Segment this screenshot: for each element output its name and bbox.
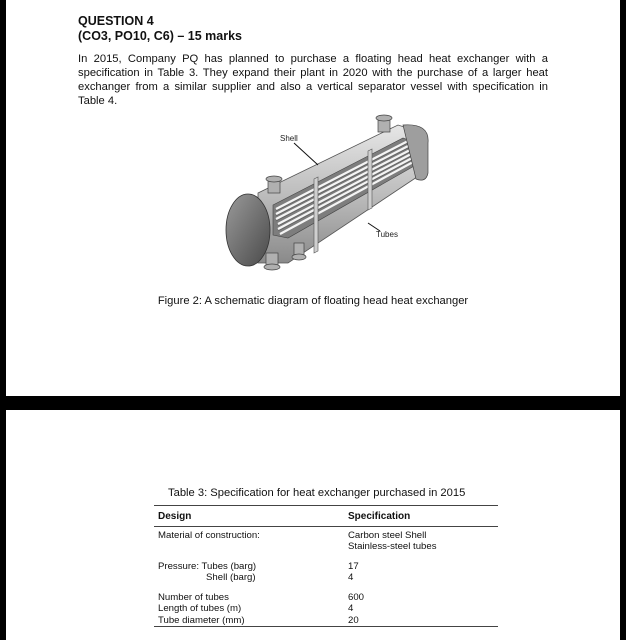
diameter-label: Tube diameter (mm) [154, 615, 344, 627]
table-row [154, 592, 498, 604]
material-line-2: Stainless-steel tubes [348, 541, 437, 552]
spec-table [154, 505, 498, 627]
num-tubes-label: Number of tubes [158, 591, 229, 603]
pressure-shell-value: 4 [348, 572, 354, 583]
length-value: 4 [348, 603, 354, 614]
document-page-2 [6, 410, 620, 640]
shell-label: Shell [280, 134, 298, 143]
tubes-label: Tubes [376, 230, 398, 239]
document-page-1 [6, 0, 620, 396]
diameter-value: 20 [344, 615, 498, 627]
table-row [154, 615, 498, 627]
heat-exchanger-figure [218, 113, 438, 283]
table-row [154, 603, 498, 615]
pressure-shell-label: Shell (barg) [206, 572, 256, 583]
question-title: QUESTION 4 [78, 14, 154, 28]
table-header-row [154, 506, 498, 527]
material-line-1: Carbon steel Shell [348, 529, 427, 541]
header-specification: Specification [344, 506, 498, 527]
table-row [154, 572, 498, 584]
material-label: Material of construction: [158, 529, 260, 541]
table-row [154, 561, 498, 573]
table-caption: Table 3: Specification for heat exchanger purchased in 2015 [168, 487, 466, 499]
num-tubes-value: 600 [348, 591, 365, 603]
pressure-tubes-label: Pressure: Tubes (barg) [158, 560, 257, 572]
figure-caption: Figure 2: A schematic diagram of floating head heat exchanger [157, 295, 469, 307]
length-label: Length of tubes (m) [158, 603, 242, 614]
pressure-tubes-value: 17 [348, 560, 359, 572]
heat-exchanger-diagram [218, 113, 438, 283]
question-subtitle: (CO3, PO10, C6) – 15 marks [78, 29, 242, 43]
table-row [154, 526, 498, 553]
header-design: Design [154, 506, 344, 527]
material-value [344, 526, 498, 553]
head-cover [226, 194, 270, 266]
question-paragraph: In 2015, Company PQ has planned to purchase a floating head heat exchanger with a specification in Table 3. They expand their plant in 2020 with the purchase of a larger heat exchanger from a similar supplier and also a vertical separator vessel with specification in Table 4. [78, 53, 548, 107]
